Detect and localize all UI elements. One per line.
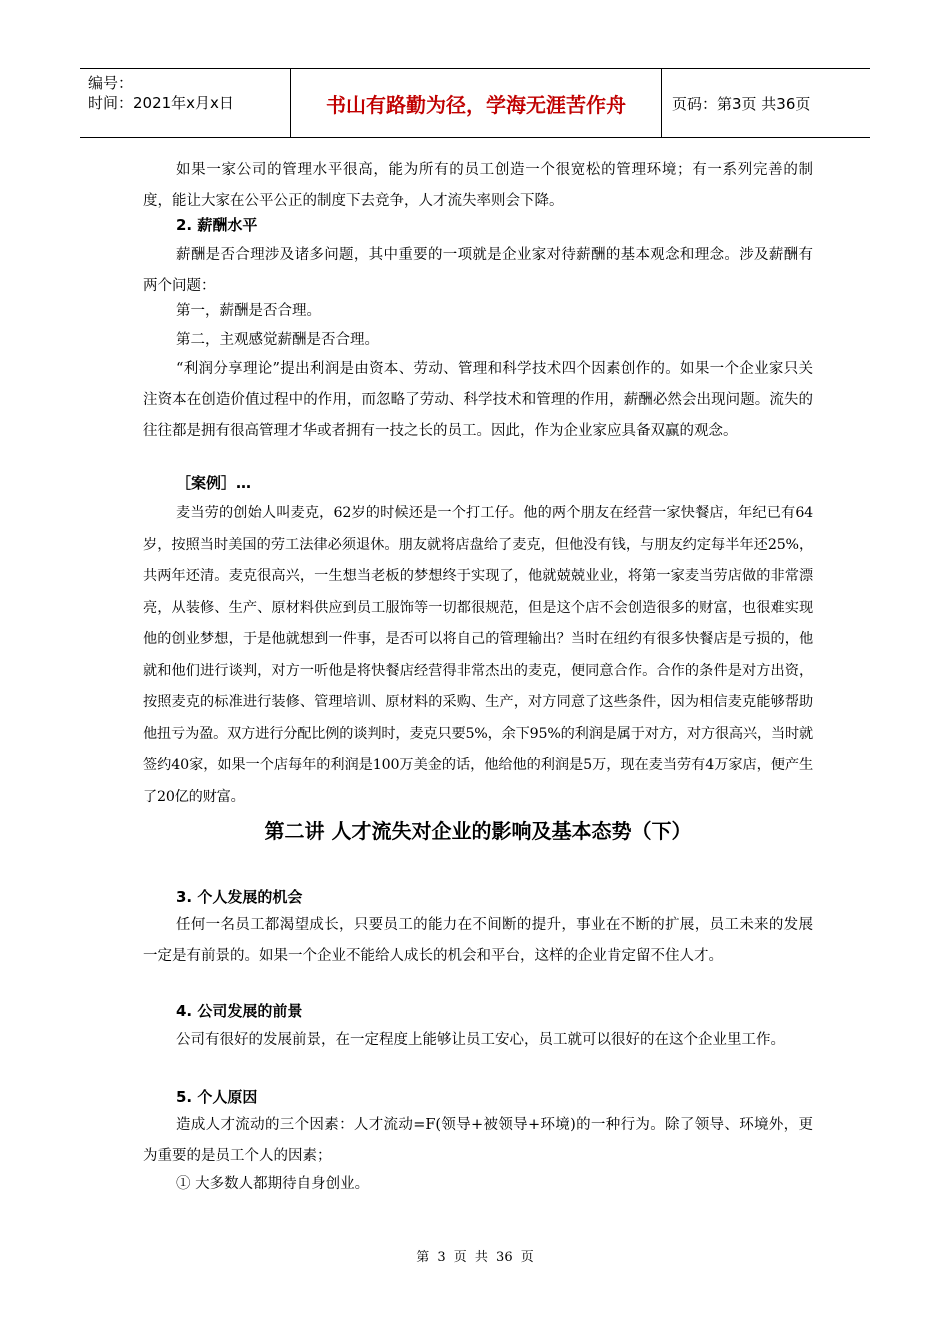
salary-point-1: 第一，薪酬是否合理。: [176, 303, 321, 319]
paragraph-profit-sharing: “利润分享理论”提出利润是由资本、劳动、管理和科学技术四个因素创作的。如果一个企业家只关注资本在创造价值过程中的作用，而忽略了劳动、科学技术和管理的作用，薪酬必然会出现问题。流失的往往都是拥有很高管理才华或者拥有一技之长的员工。因此，作为企业家应具备双赢的观念。: [143, 361, 813, 439]
heading-company-prospects: 4. 公司发展的前景: [176, 1002, 303, 1020]
case-label: ［案例］…: [176, 474, 252, 492]
heading-salary: 2. 薪酬水平: [176, 216, 258, 234]
header-meta: [80, 69, 291, 137]
paragraph-company-prospects: 公司有很好的发展前景，在一定程度上能够让员工安心，员工就可以很好的在这个企业里工作。: [176, 1032, 785, 1048]
case-study-text: 麦当劳的创始人叫麦克，62岁的时候还是一个打工仔。他的两个朋友在经营一家快餐店，年纪已有64岁，按照当时美国的劳工法律必须退休。朋友就将店盘给了麦克，但他没有钱，与朋友约定每半年还25%，共两年还清。麦克很高兴，一生想当老板的梦想终于实现了，他就兢兢业业，将第一家麦当劳店做的非常漂亮，从装修、生产、原材料供应到员工服饰等一切都很规范，但是这个店不会创造很多的财富，也很难实现他的创业梦想，于是他就想到一件事，是否可以将自己的管理输出？当时在纽约有很多快餐店是亏损的，他就和他们进行谈判，对方一听他是将快餐店经营得非常杰出的麦克，便同意合作。合作的条件是对方出资，按照麦克的标准进行装修、管理培训、原材料的采购、生产，对方同意了这些条件，因为相信麦克能够帮助他扭亏为盈。双方进行分配比例的谈判时，麦克只要5%，余下95%的利润是属于对方，对方很高兴，当时就签约40家，如果一个店每年的利润是100万美金的话，他给他的利润是5万，现在麦当劳有4万家店，便产生了20亿的财富。: [143, 505, 813, 805]
header-motto: 书山有路勤为径，学海无涯苦作舟: [291, 69, 662, 137]
page-footer: 第 3 页 共 36 页: [416, 1250, 534, 1265]
page-header: [80, 68, 870, 138]
header-page-number: 页码：第3页 共36页: [672, 94, 811, 113]
paragraph-personal-reasons: 造成人才流动的三个因素：人才流动=F(领导+被领导+环境)的一种行为。除了领导、环境外，更为重要的是员工个人的因素；: [143, 1117, 813, 1164]
salary-point-2: 第二，主观感觉薪酬是否合理。: [176, 332, 379, 348]
paragraph-management: 如果一家公司的管理水平很高，能为所有的员工创造一个很宽松的管理环境；有一系列完善的制度，能让大家在公平公正的制度下去竞争，人才流失率则会下降。: [143, 162, 813, 209]
document-date: 时间：2021年x月x日: [88, 94, 234, 112]
section-title: 第二讲 人才流失对企业的影响及基本态势（下）: [264, 819, 692, 843]
document-number-label: 编号：: [88, 74, 134, 92]
paragraph-personal-development: 任何一名员工都渴望成长，只要员工的能力在不间断的提升，事业在不断的扩展，员工未来的发展一定是有前景的。如果一个企业不能给人成长的机会和平台，这样的企业肯定留不住人才。: [143, 917, 813, 964]
heading-personal-development: 3. 个人发展的机会: [176, 888, 303, 906]
heading-personal-reasons: 5. 个人原因: [176, 1088, 258, 1106]
paragraph-salary: 薪酬是否合理涉及诸多问题，其中重要的一项就是企业家对待薪酬的基本观念和理念。涉及薪酬有两个问题：: [143, 247, 813, 294]
list-item: ① 大多数人都期待自身创业。: [176, 1176, 370, 1192]
